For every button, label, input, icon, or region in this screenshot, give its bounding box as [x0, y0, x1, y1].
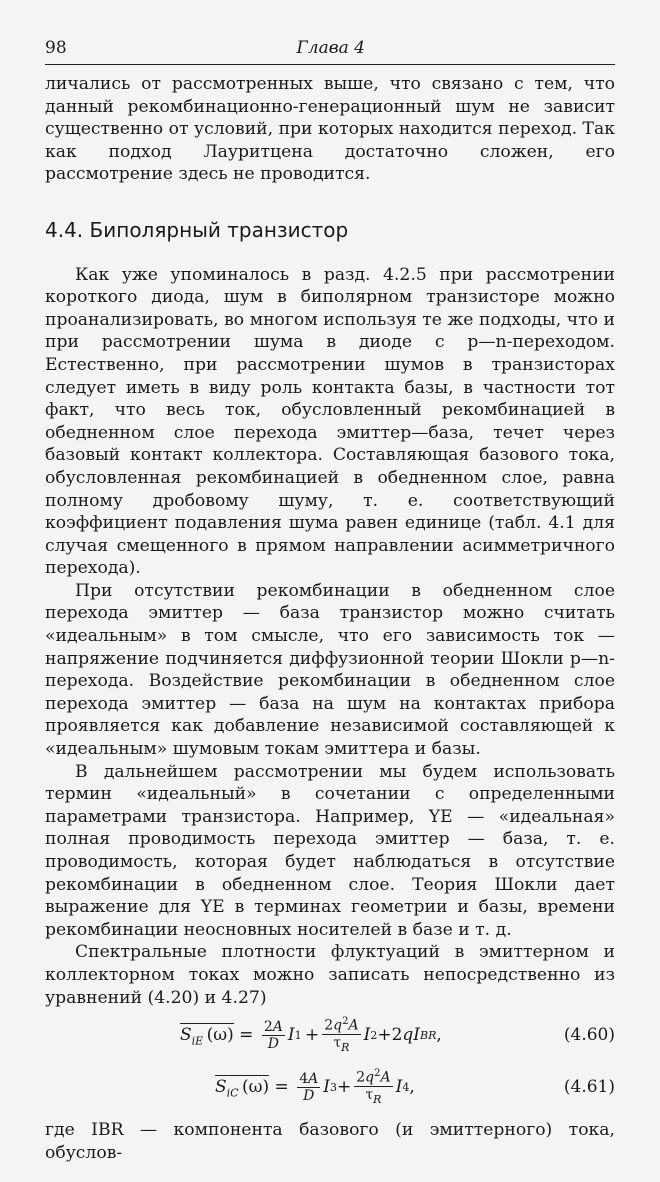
chapter-title: Глава 4: [296, 38, 365, 58]
paragraph-1: Как уже упоминалось в разд. 4.2.5 при рассмотрении короткого диода, шум в биполярном транзисторе можно проанализировать, во многом используя те же подходы, что и при рассмотрении шума в диоде с p—n-переходом. Естественно, при рассмотрении шумов в транзисторах следует иметь в виду роль контакта базы, в частности тот факт, что весь ток, обусловленный рекомбинацией в обедненном слое перехода эмиттер—база, течет через базовый контакт коллектора. Составляющая базового тока, обусловленная рекомбинацией в обедненном слое, равна полному дробовому шуму, т. е. соответствующий коэффициент подавления шума равен единице (табл. 4.1 для случая смещенного в прямом направлении асимметричного перехода).: [45, 264, 615, 579]
equation-4-60: [45, 1009, 615, 1061]
paragraph-5: где IBR — компонента базового (и эмиттерного) тока, обуслов-: [45, 1120, 615, 1163]
page: [45, 38, 615, 1182]
equation-number: (4.60): [563, 1025, 615, 1046]
page-header: [45, 38, 615, 65]
body-text: [45, 73, 615, 1009]
paragraph-4: Спектральные плотности флуктуаций в эмиттерном и коллекторном токах можно записать непосредственно из уравнений (4.20) и 4.27): [45, 942, 615, 1008]
equation-4-61: [45, 1061, 615, 1113]
paragraph-2: При отсутствии рекомбинации в обедненном слое перехода эмиттер — база транзистор можно считать «идеальным» в том смысле, что его зависимость ток — напряжение подчиняется диффузионной теории Шокли p—n-перехода. Воздействие рекомбинации в обедненном слое перехода эмиттер — база на шум на контактах прибора проявляется как добавление независимой составляющей к «идеальным» шумовым токам эмиттера и базы.: [45, 580, 615, 760]
page-number: 98: [45, 38, 67, 58]
formula-4-61: $S_{iC}$ (ω) = $\frac{4A}{D}$ I 3 + $\frac{2q^2A}{\tau_R}$ I 4 ,: [215, 1068, 415, 1106]
paragraph-3: В дальнейшем рассмотрении мы будем использовать термин «идеальный» в сочетании с определенными параметрами транзистора. Например, YE — «идеальная» полная проводимость перехода эмиттер — база, т. е. проводимость, которая будет наблюдаться в отсутствие рекомбинации в обедненном слое. Теория Шокли дает выражение для YE в терминах геометрии и базы, времени рекомбинации неосновных носителей в базе и т. д.: [45, 761, 615, 940]
paragraph-continued: личались от рассмотренных выше, что связано с тем, что данный рекомбинационно-генерационный шум не зависит существенно от условий, при которых находится переход. Так как подход Лауритцена достаточно сложен, его рассмотрение здесь не проводится.: [45, 74, 615, 185]
section-heading: 4.4. Биполярный транзистор: [45, 217, 349, 242]
formula-4-60: $S_{iE}$ (ω) = $\frac{2A}{D}$ I 1 + $\frac{2q^2A}{\tau_R}$ I 2 +2 qI BR ,: [180, 1016, 442, 1054]
equation-number: (4.61): [563, 1077, 615, 1098]
